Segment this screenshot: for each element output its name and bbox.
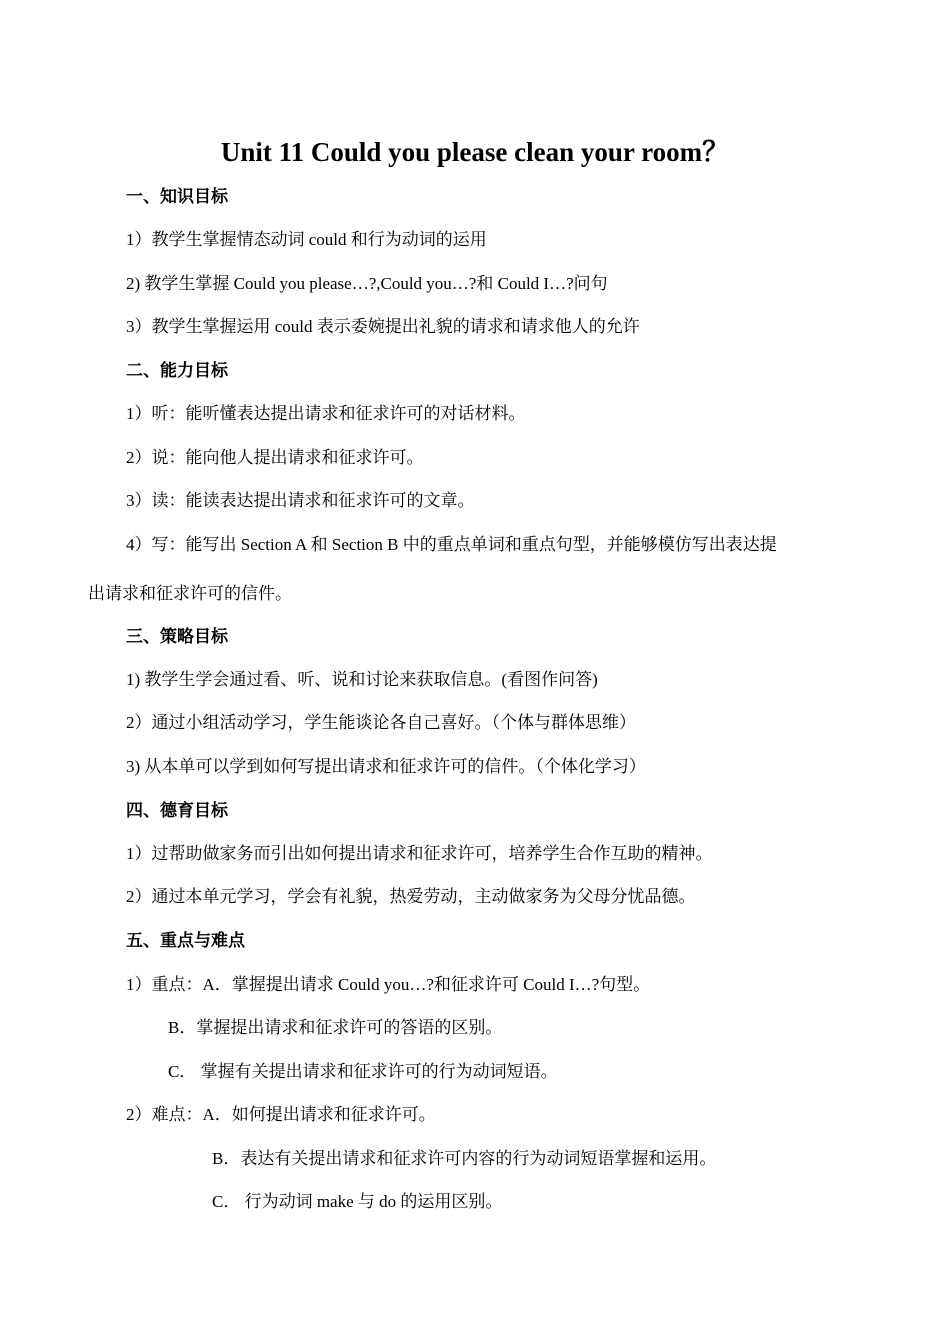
list-item: 1）过帮助做家务而引出如何提出请求和征求许可，培养学生合作互助的精神。 — [126, 844, 713, 863]
section-heading-ability-goals: 二、能力目标 — [126, 361, 228, 381]
list-item: 2）难点：A．如何提出请求和征求许可。 — [126, 1105, 436, 1124]
list-item: 3）教学生掌握运用 could 表示委婉提出礼貌的请求和请求他人的允许 — [126, 317, 640, 336]
section-heading-knowledge-goals: 一、知识目标 — [126, 187, 228, 207]
section-heading-strategy-goals: 三、策略目标 — [126, 627, 228, 647]
page-title: Unit 11 Could you please clean your room？ — [220, 137, 730, 167]
list-item: 1）重点：A．掌握提出请求 Could you…?和征求许可 Could I…?句型。 — [126, 975, 651, 994]
list-item: 1) 教学生学会通过看、听、说和讨论来获取信息。(看图作问答) — [126, 670, 598, 689]
list-item: 1）听：能听懂表达提出请求和征求许可的对话材料。 — [126, 404, 526, 423]
section-heading-key-points: 五、重点与难点 — [126, 931, 245, 951]
list-item: 2) 教学生掌握 Could you please…?,Could you…?和 Could I…?问句 — [126, 274, 608, 293]
list-item: 2）说：能向他人提出请求和征求许可。 — [126, 448, 424, 467]
list-item: 3）读：能读表达提出请求和征求许可的文章。 — [126, 491, 475, 510]
list-item: B．掌握提出请求和征求许可的答语的区别。 — [168, 1018, 503, 1037]
list-item-continuation: 出请求和征求许可的信件。 — [88, 584, 292, 603]
list-item: C． 掌握有关提出请求和征求许可的行为动词短语。 — [168, 1062, 558, 1081]
section-heading-moral-goals: 四、德育目标 — [126, 801, 228, 821]
list-item: 3) 从本单可以学到如何写提出请求和征求许可的信件。（个体化学习） — [126, 757, 646, 776]
list-item: 2）通过小组活动学习，学生能谈论各自己喜好。（个体与群体思维） — [126, 713, 636, 732]
list-item: 2）通过本单元学习，学会有礼貌，热爱劳动，主动做家务为父母分忧品德。 — [126, 887, 696, 906]
list-item: 1）教学生掌握情态动词 could 和行为动词的运用 — [126, 230, 487, 249]
list-item: 4）写：能写出 Section A 和 Section B 中的重点单词和重点句型，并能够模仿写出表达提 — [126, 535, 777, 554]
list-item: B．表达有关提出请求和征求许可内容的行为动词短语掌握和运用。 — [212, 1149, 717, 1168]
list-item: C． 行为动词 make 与 do 的运用区别。 — [212, 1192, 503, 1211]
